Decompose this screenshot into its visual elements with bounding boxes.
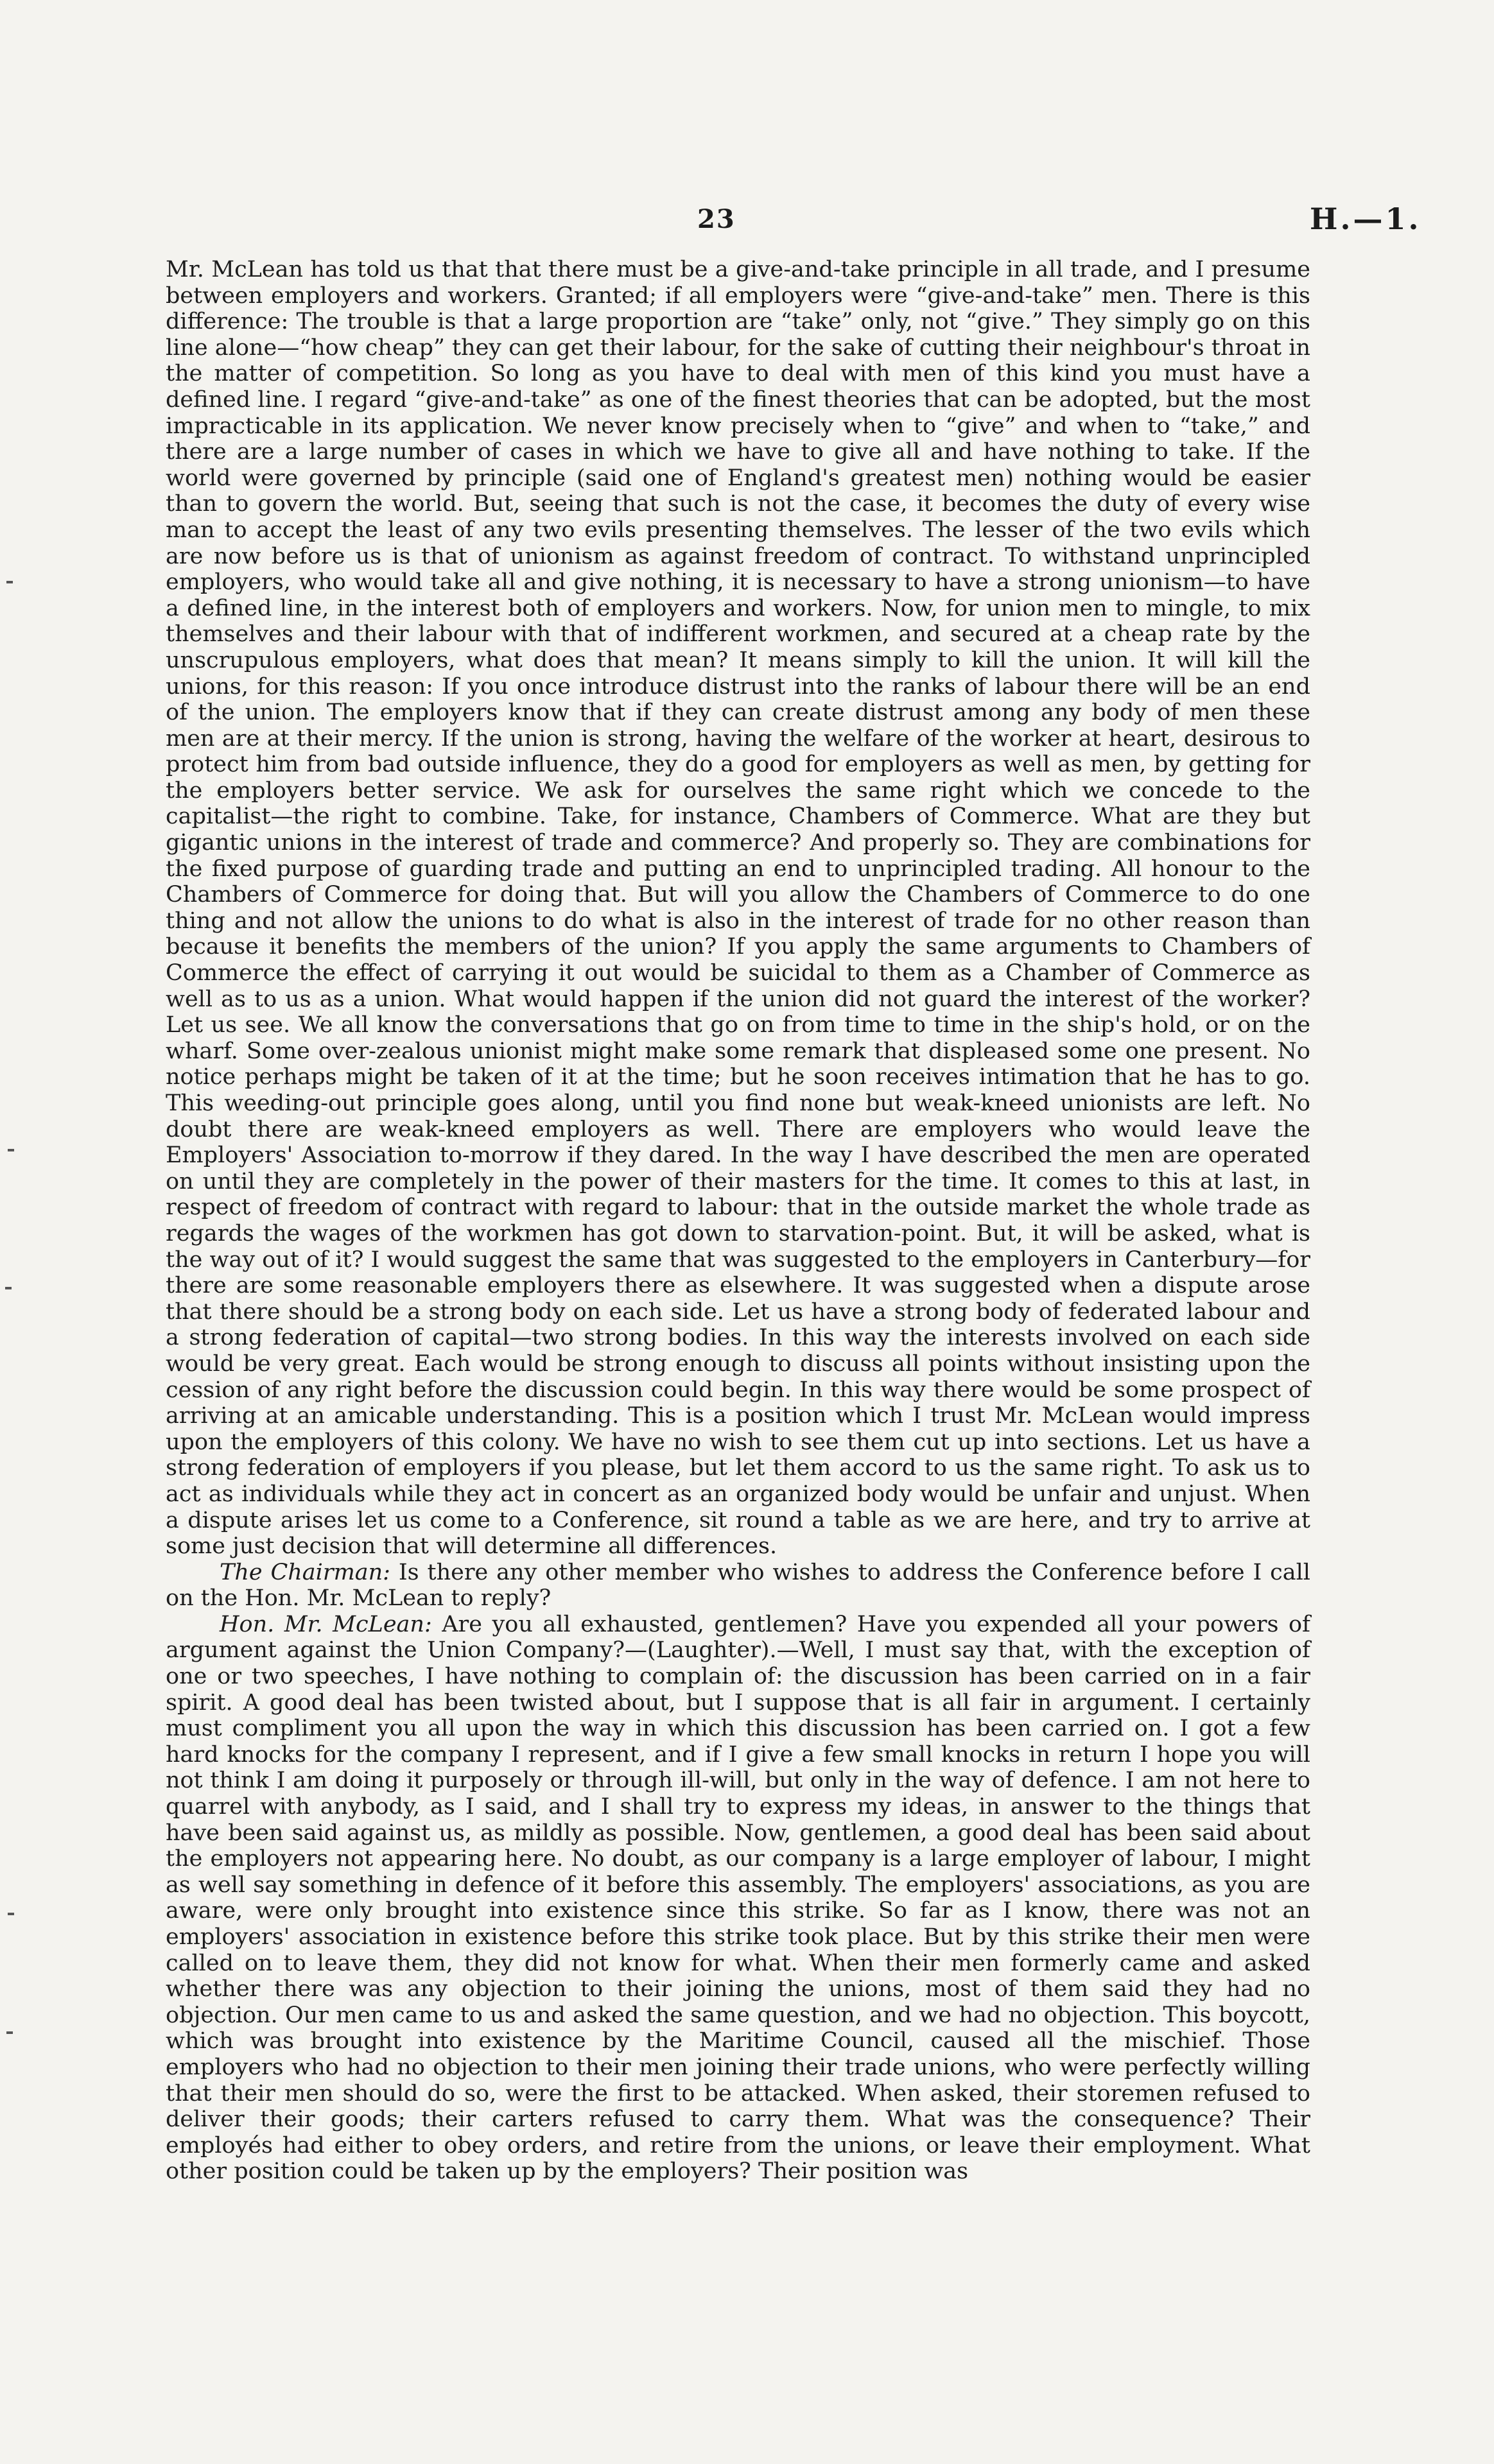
document-reference: H.—1. xyxy=(1310,202,1421,236)
body-text xyxy=(166,257,1310,2185)
paragraph-1-text: Mr. McLean has told us that that there must be a give-and-take principle in all trade, and I presume between employers and workers. Granted; if all employers were “give-and-take” men. There is this difference: The trouble is that a large proportion are “take” only, not “give.” They simply go on this line alone—“how cheap” they can get their labour, for the sake of cutting their neighbour's throat in the matter of competition. So long as you have to deal with men of this kind you must have a defined line. I regard “give-and-take” as one of the finest theories that can be adopted, but the most impracticable in its application. We never know precisely when to “give” and when to “take,” and there are a large number of cases in which we have to give all and have nothing to take. If the world were governed by principle (said one of England's greatest men) nothing would be easier than to govern the world. But, seeing that such is not the case, it becomes the duty of every wise man to accept the least of any two evils presenting themselves. The lesser of the two evils which are now before us is that of unionism as against freedom of contract. To withstand unprincipled employers, who would take all and give nothing, it is necessary to have a strong unionism—to have a defined line, in the interest both of employers and workers. Now, for union men to mingle, to mix themselves and their labour with that of indifferent workmen, and secured at a cheap rate by the unscrupulous employers, what does that mean? It means simply to kill the union. It will kill the unions, for this reason: If you once introduce distrust into the ranks of labour there will be an end of the union. The employers know that if they can create distrust among any body of men these men are at their mercy. If the union is strong, having the welfare of the worker at heart, desirous to protect him from bad outside influence, they do a good for employers as well as men, by getting for the employers better service. We ask for ourselves the same right which we concede to the capitalist—the right to combine. Take, for instance, Chambers of Commerce. What are they but gigantic unions in the interest of trade and commerce? And properly so. They are combinations for the fixed purpose of guarding trade and putting an end to unprincipled trading. All honour to the Chambers of Commerce for doing that. But will you allow the Chambers of Commerce to do one thing and not allow the unions to do what is also in the interest of trade for no other reason than because it benefits the members of the union? If you apply the same arguments to Chambers of Commerce the effect of carrying it out would be suicidal to them as a Chamber of Commerce as well as to us as a union. What would happen if the union did not guard the interest of the worker? Let us see. We all know the conversations that go on from time to time in the ship's hold, or on the wharf. Some over-zealous unionist might make some remark that displeased some one present. No notice perhaps might be taken of it at the time; but he soon receives intimation that he has to go. This weeding-out principle goes along, until you find none but weak-kneed unionists are left. No doubt there are weak-kneed employers as well. There are employers who would leave the Employers' Association to-morrow if they dared. In the way I have described the men are operated on until they are completely in the power of their masters for the time. It comes to this at last, in respect of freedom of contract with regard to labour: that in the outside market the whole trade as regards the wages of the workmen has got down to starvation-point. But, it will be asked, what is the way out of it? I would suggest the same that was suggested to the employers in Canterbury—for there are some reasonable employers there as elsewhere. It was suggested when a dispute arose that there should be a strong body on each side. Let us have a strong body of federated labour and a strong federation of capital—two strong bodies. In this way the interests involved on each side would be very great. Each would be strong enough to discuss all points without insisting upon the cession of any right before the discussion could begin. In this way there would be some prospect of arriving at an amicable understanding. This is a position which I trust Mr. McLean would impress upon the employers of this colony. We have no wish to see them cut up into sections. Let us have a strong federation of employers if you please, but let them accord to us the same right. To ask us to act as individuals while they act in concert as an organized body would be unfair and unjust. When a dispute arises let us come to a Conference, sit round a table as we are here, and try to arrive at some just decision that will determine all differences. xyxy=(166,257,1310,1560)
speaker-label-mclean: Hon. Mr. McLean: xyxy=(220,1611,432,1637)
margin-mark xyxy=(8,1913,14,1915)
paragraph-chairman xyxy=(166,1560,1310,1612)
paragraph-1 xyxy=(166,257,1310,1560)
margin-mark xyxy=(8,1149,14,1151)
margin-mark xyxy=(5,1287,12,1289)
speaker-label-chairman: The Chairman: xyxy=(220,1559,390,1585)
page-number: 23 xyxy=(697,204,736,234)
margin-mark xyxy=(6,581,13,583)
paragraph-mclean-text: Are you all exhausted, gentlemen? Have you expended all your powers of argument against the Union Company?—(Laughter).—Well, I must say that, with the exception of one or two speeches, I have nothing to complain of: the discussion has been carried on in a fair spirit. A good deal has been twisted about, but I suppose that is all fair in argument. I certainly must compliment you all upon the way in which this discussion has been carried on. I got a few hard knocks for the company I represent, and if I give a few small knocks in return I hope you will not think I am doing it purposely or through ill-will, but only in the way of defence. I am not here to quarrel with anybody, as I said, and I shall try to express my ideas, in answer to the things that have been said against us, as mildly as possible. Now, gentlemen, a good deal has been said about the employers not appearing here. No doubt, as our company is a large employer of labour, I might as well say something in defence of it before this assembly. The employers' associations, as you are aware, were only brought into existence since this strike. So far as I know, there was not an employers' association in existence before this strike took place. But by this strike their men were called on to leave them, they did not know for what. When their men formerly came and asked whether there was any objection to their joining the unions, most of them said they had no objection. Our men came to us and asked the same question, and we had no objection. This boycott, which was brought into existence by the Maritime Council, caused all the mischief. Those employers who had no objection to their men joining their trade unions, who were perfectly willing that their men should do so, were the first to be attacked. When asked, their storemen refused to deliver their goods; their carters refused to carry them. What was the consequence? Their employés had either to obey orders, and retire from the unions, or leave their employment. What other position could be taken up by the employers? Their position was xyxy=(166,1611,1310,2185)
margin-mark xyxy=(6,2031,13,2034)
paragraph-mclean xyxy=(166,1612,1310,2185)
paragraph-chairman-text: Is there any other member who wishes to address the Conference before I call on the Hon. Mr. McLean to reply? xyxy=(166,1559,1310,1612)
